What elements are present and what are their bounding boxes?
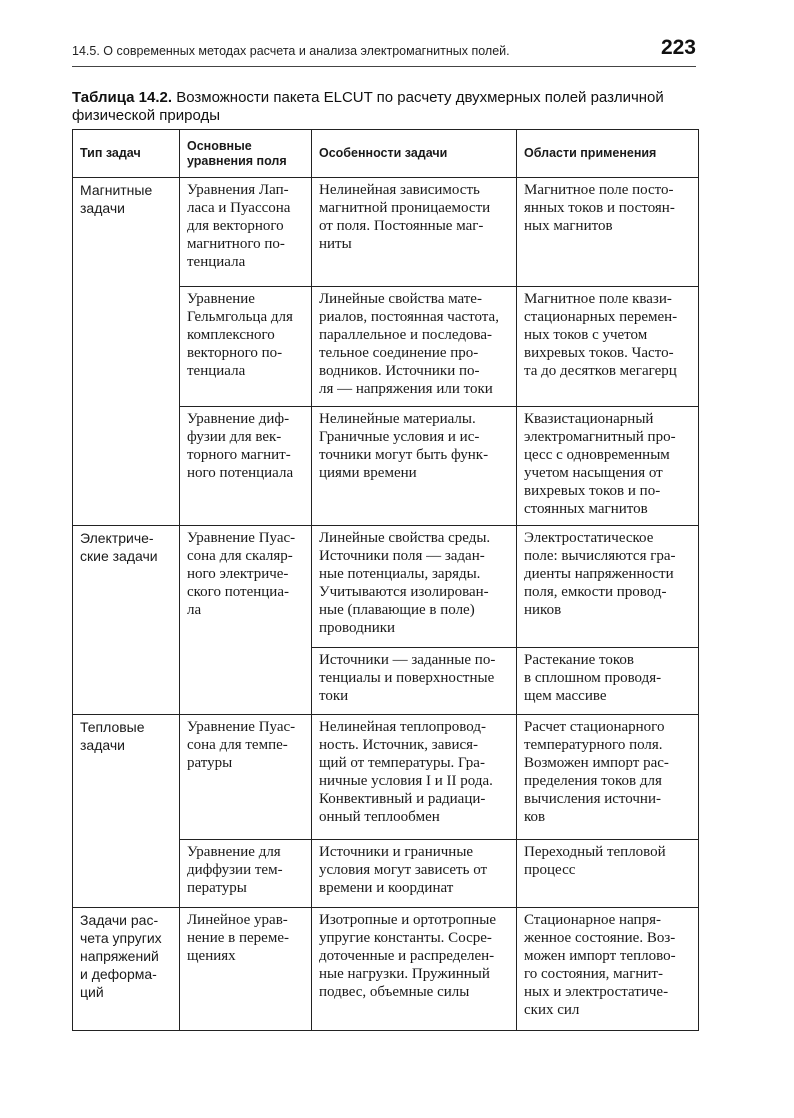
features-cell: Источники — заданные по- тенциалы и поверхностные токи (312, 648, 517, 715)
column-header-applications: Области применения (517, 130, 699, 178)
task-type-cell: Задачи рас- чета упругих напряжений и деформа- ций (73, 908, 180, 1031)
application-cell: Растекание токов в сплошном проводя- щем массиве (517, 648, 699, 715)
task-type-cell: Электриче- ские задачи (73, 526, 180, 715)
table-row (73, 908, 699, 1031)
features-cell: Источники и граничные условия могут зависеть от времени и координат (312, 840, 517, 908)
features-cell: Линейные свойства среды. Источники поля — задан- ные потенциалы, заряды. Учитываются изолирован- ные (плавающие в поле) проводники (312, 526, 517, 648)
application-cell: Магнитное поле квази- стационарных перемен- ных токов с учетом вихревых токов. Часто- та до десятков мегагерц (517, 287, 699, 407)
equation-cell: Уравнение Пуас- сона для темпе- ратуры (180, 715, 312, 840)
features-cell: Нелинейная зависимость магнитной проницаемости от поля. Постоянные маг- ниты (312, 178, 517, 287)
features-cell: Нелинейные материалы. Граничные условия и ис- точники могут быть функ- циями времени (312, 407, 517, 526)
application-cell: Электростатическое поле: вычисляются гра- диенты напряженности поля, емкости провод- ников (517, 526, 699, 648)
features-cell: Изотропные и ортотропные упругие константы. Сосре- доточенные и распределен- ные нагрузки. Пружинный подвес, объемные силы (312, 908, 517, 1031)
equation-cell: Уравнение Гельмгольца для комплексного векторного по- тенциала (180, 287, 312, 407)
section-title: 14.5. О современных методах расчета и анализа электромагнитных полей. (72, 44, 510, 58)
elcut-capabilities-table (72, 129, 699, 1031)
table-caption-text: Возможности пакета ELCUT по расчету двухмерных полей различной физической природы (72, 89, 664, 124)
features-cell: Нелинейная теплопровод- ность. Источник, завися- щий от температуры. Гра- ничные условия I и II рода. Конвективный и радиаци- онный теплообмен (312, 715, 517, 840)
task-type-cell: Тепловые задачи (73, 715, 180, 908)
features-cell: Линейные свойства мате- риалов, постоянная частота, параллельное и последова- тельное соединение про- водников. Источники по- ля — напряжения или токи (312, 287, 517, 407)
task-type-cell: Магнитные задачи (73, 178, 180, 526)
column-header-features: Особенности задачи (312, 130, 517, 178)
application-cell: Стационарное напря- женное состояние. Воз- можен импорт теплово- го состояния, магнит- ных и электростатиче- ских сил (517, 908, 699, 1031)
running-header (72, 36, 696, 67)
application-cell: Переходный тепловой процесс (517, 840, 699, 908)
table-row (73, 715, 699, 840)
equation-cell: Линейное урав- нение в переме- щениях (180, 908, 312, 1031)
table-row (73, 178, 699, 287)
equation-cell: Уравнение Пуас- сона для скаляр- ного электриче- ского потенциа- ла (180, 526, 312, 715)
page-number: 223 (660, 36, 696, 59)
application-cell: Квазистационарный электромагнитный про- цесс с одновременным учетом насыщения от вихревых токов и по- стоянных магнитов (517, 407, 699, 526)
application-cell: Магнитное поле посто- янных токов и постоян- ных магнитов (517, 178, 699, 287)
table-header-row (73, 130, 699, 178)
equation-cell: Уравнение диф- фузии для век- торного магнит- ного потенциала (180, 407, 312, 526)
table-row (73, 526, 699, 648)
column-header-equations: Основные уравнения поля (180, 130, 312, 178)
application-cell: Расчет стационарного температурного поля. Возможен импорт рас- пределения токов для вычисления источни- ков (517, 715, 699, 840)
table-caption-label: Таблица 14.2. (72, 89, 173, 106)
equation-cell: Уравнения Лап- ласа и Пуассона для векторного магнитного по- тенциала (180, 178, 312, 287)
equation-cell: Уравнение для диффузии тем- пературы (180, 840, 312, 908)
table-caption (72, 89, 696, 125)
column-header-type: Тип задач (73, 130, 180, 178)
